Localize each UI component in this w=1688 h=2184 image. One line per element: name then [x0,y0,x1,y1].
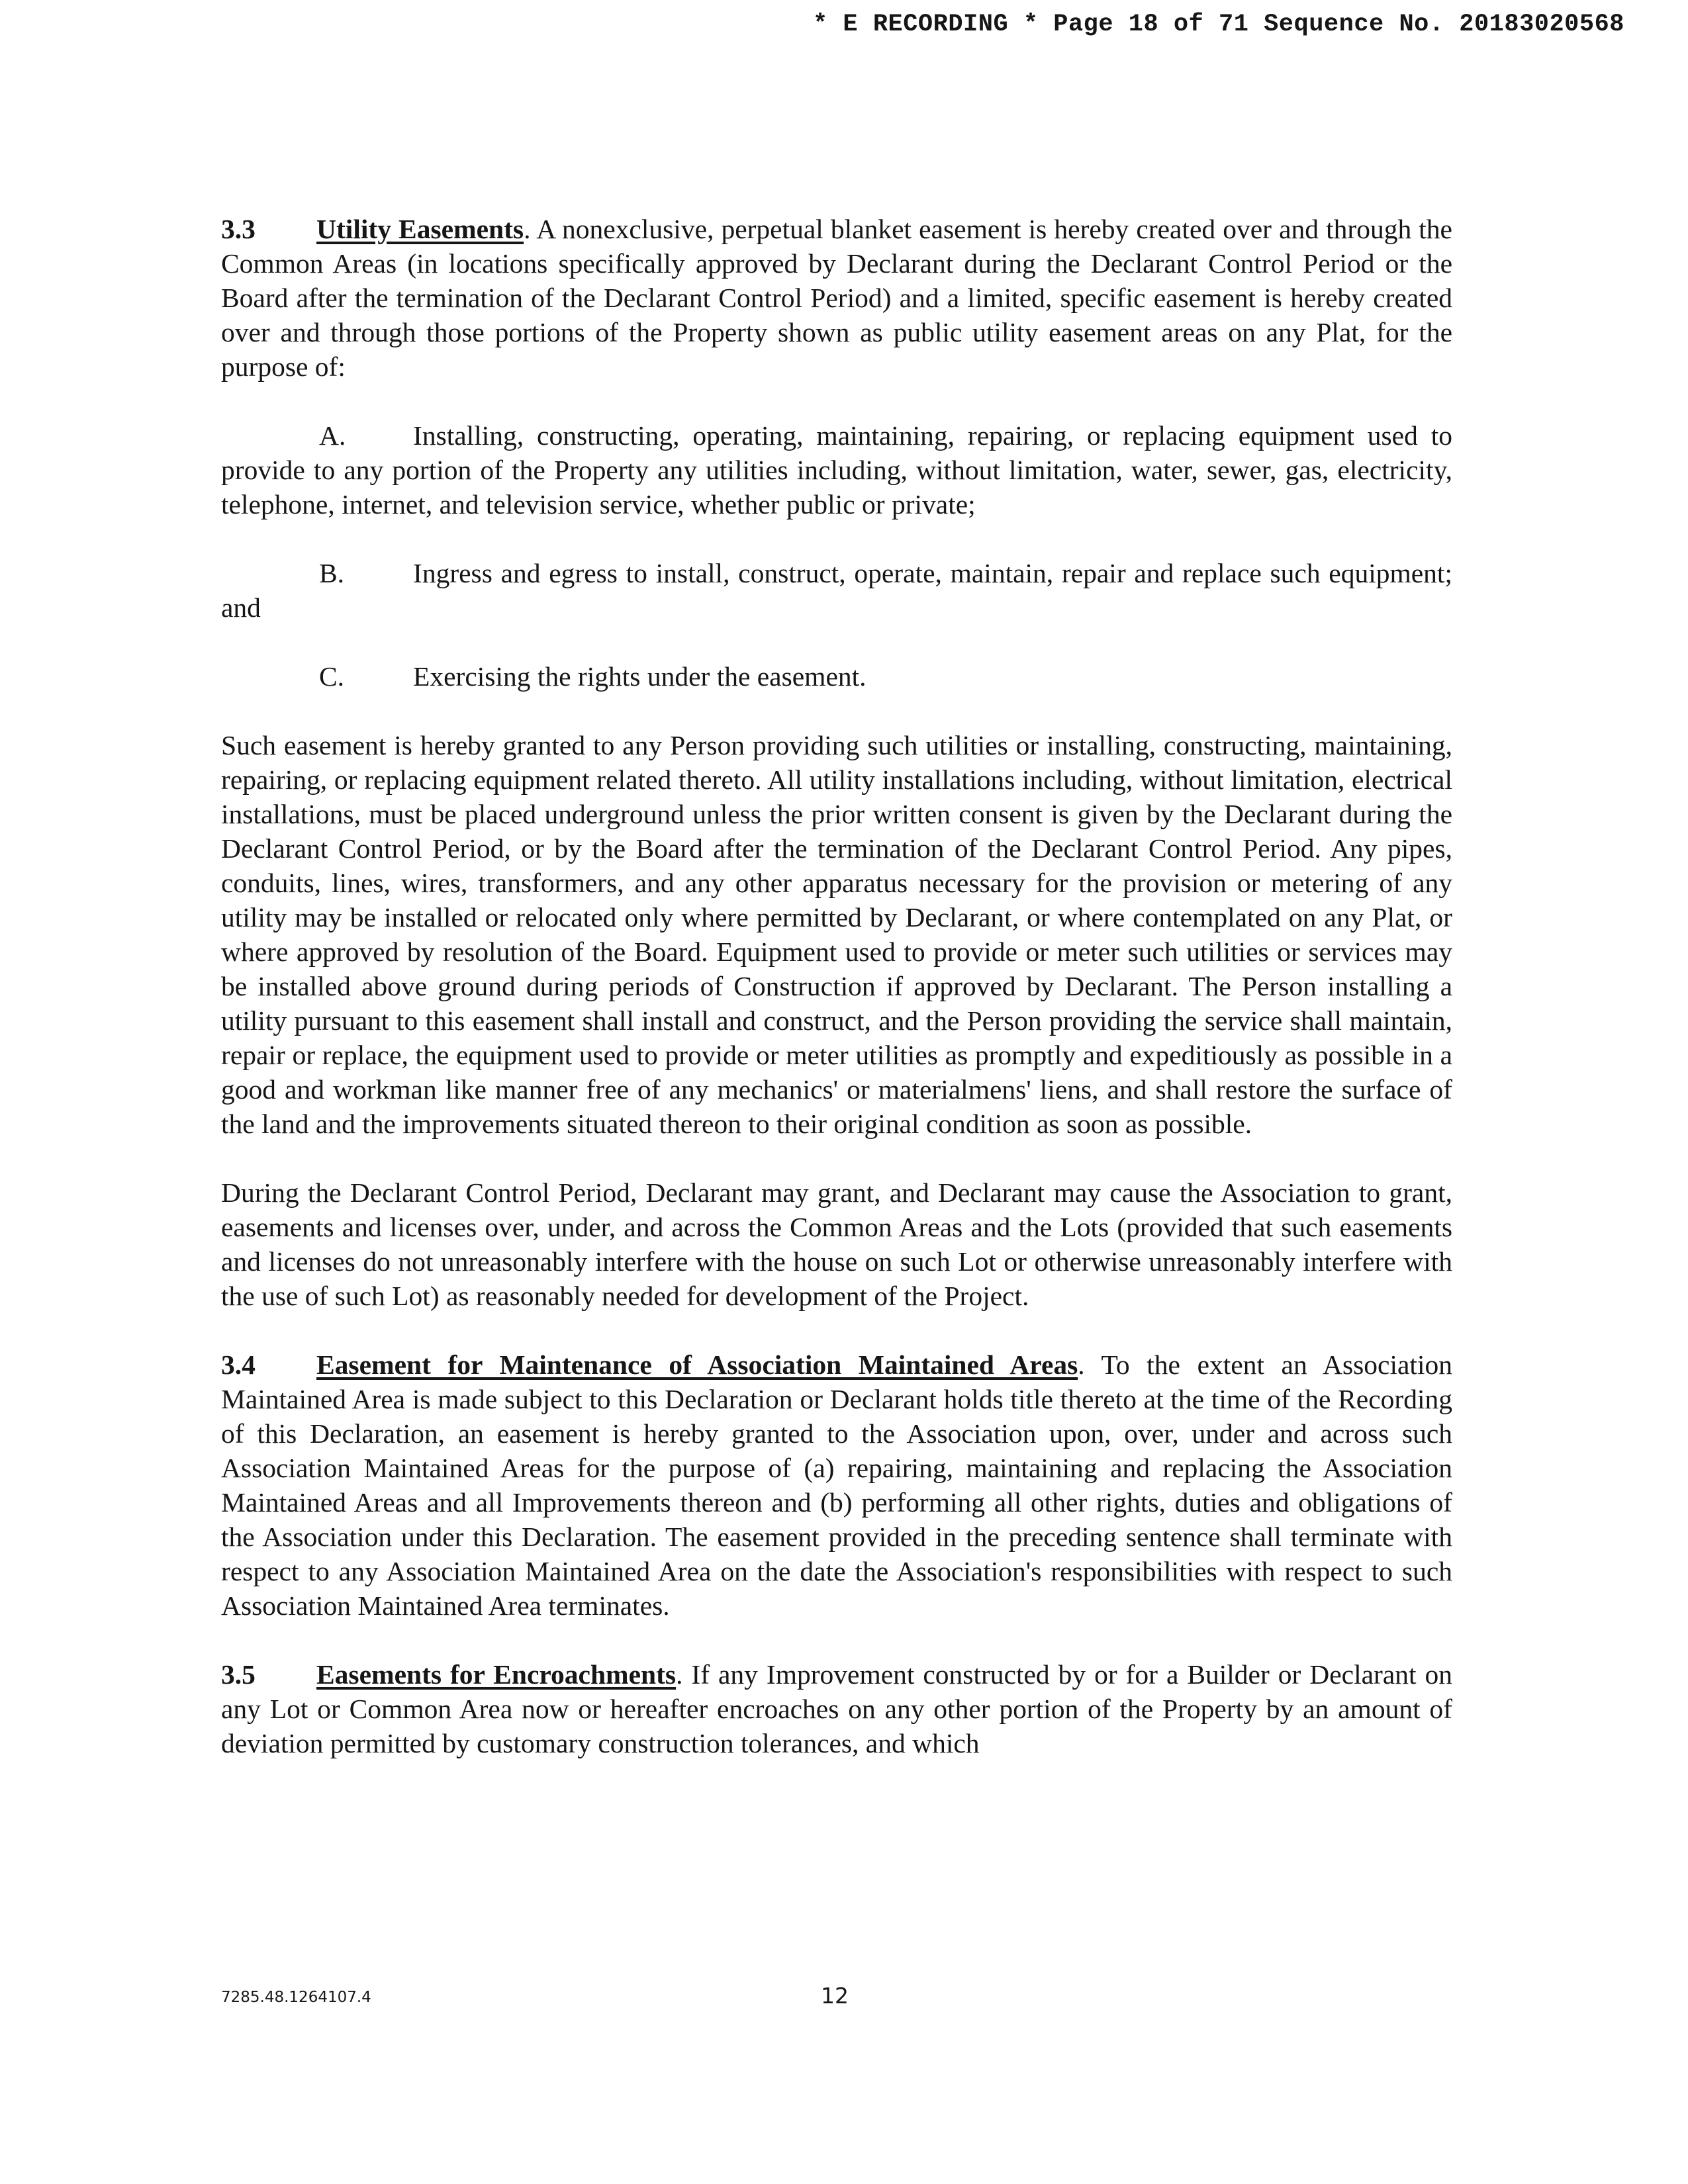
list-item-letter: C. [319,661,345,692]
list-item-text: Exercising the rights under the easement. [413,661,867,692]
list-item-text: Ingress and egress to install, construct, operate, maintain, repair and replace such equipment; and [221,558,1452,623]
section-3-3-paragraph: During the Declarant Control Period, Declarant may grant, and Declarant may cause the Association to grant, easements and licenses over, under, and across the Common Areas and the Lots (provided that such easements and licenses do not unreasonably interfere with the house on such Lot or otherwise unreasonably interfere with the use of such Lot) as reasonably needed for development of the Project. [221,1177,1452,1311]
section-3-4 [221,1347,1452,1623]
list-item-letter: A. [319,420,346,451]
section-number: 3.4 [221,1349,256,1380]
section-title-punct: . [1078,1349,1085,1380]
section-3-3-paragraph: Such easement is hereby granted to any Person providing such utilities or installing, constructing, maintaining, repairing, or replacing equipment related thereto. All utility installations including, without limitation, electrical installations, must be placed underground unless the prior written consent is given by the Declarant during the Declarant Control Period, or by the Board after the termination of the Declarant Control Period. Any pipes, conduits, lines, wires, transformers, and any other apparatus necessary for the provision or metering of any utility may be installed or relocated only where permitted by Declarant, or where contemplated on any Plat, or where approved by resolution of the Board. Equipment used to provide or meter such utilities or services may be installed above ground during periods of Construction if approved by Declarant. The Person installing a utility pursuant to this easement shall install and construct, and the Person providing the service shall maintain, repair or replace, the equipment used to provide or meter utilities as promptly and expeditiously as possible in a good and workman like manner free of any mechanics' or materialmens' liens, and shall restore the surface of the land and the improvements situated thereon to their original condition as soon as possible. [221,730,1452,1139]
section-text: To the extent an Association Maintained Area is made subject to this Declaration or Declarant holds title thereto at the time of the Recording of this Declaration, an easement is hereby granted to the Association upon, over, under and across such Association Maintained Areas for the purpose of (a) repairing, maintaining and replacing the Association Maintained Areas and all Improvements thereon and (b) performing all other rights, duties and obligations of the Association under this Declaration. The easement provided in the preceding sentence shall terminate with respect to any Association Maintained Area on the date the Association's responsibilities with respect to such Association Maintained Area terminates. [221,1349,1452,1621]
section-text: If any Improvement constructed by or for a Builder or Declarant on any Lot or Common Area now or hereafter encroaches on any other portion of the Property by an amount of deviation permitted by customary construction tolerances, and which [221,1659,1453,1758]
section-title: Easement for Maintenance of Association Maintained Areas [316,1349,1078,1380]
section-title-punct: . [524,214,531,244]
recording-header: * E RECORDING * Page 18 of 71 Sequence No. 20183020568 [813,11,1624,38]
document-id: 7285.48.1264107.4 [221,1989,371,2006]
list-item [221,418,1452,522]
section-3-5 [221,1657,1452,1760]
list-item-text: Installing, constructing, operating, maintaining, repairing, or replacing equipment used to provide to any portion of the Property any utilities including, without limitation, water, sewer, gas, electricity, telephone, internet, and television service, whether public or private; [221,420,1452,520]
document-body [221,212,1452,1760]
list-item [221,556,1452,625]
list-item-letter: B. [319,558,345,588]
section-number: 3.5 [221,1659,256,1690]
section-title-punct: . [676,1659,683,1690]
section-title: Easements for Encroachments [316,1659,677,1690]
list-item [221,659,1452,694]
page-number: 12 [821,1983,849,2009]
section-title: Utility Easements [316,214,524,244]
section-text: A nonexclusive, perpetual blanket easement is hereby created over and through the Common Areas (in locations specifically approved by Declarant during the Declarant Control Period or the Board after the termination of the Declarant Control Period) and a limited, specific easement is hereby created over and through those portions of the Property shown as public utility easement areas on any Plat, for the purpose of: [221,214,1452,382]
section-number: 3.3 [221,214,256,244]
section-3-3-intro [221,212,1452,384]
